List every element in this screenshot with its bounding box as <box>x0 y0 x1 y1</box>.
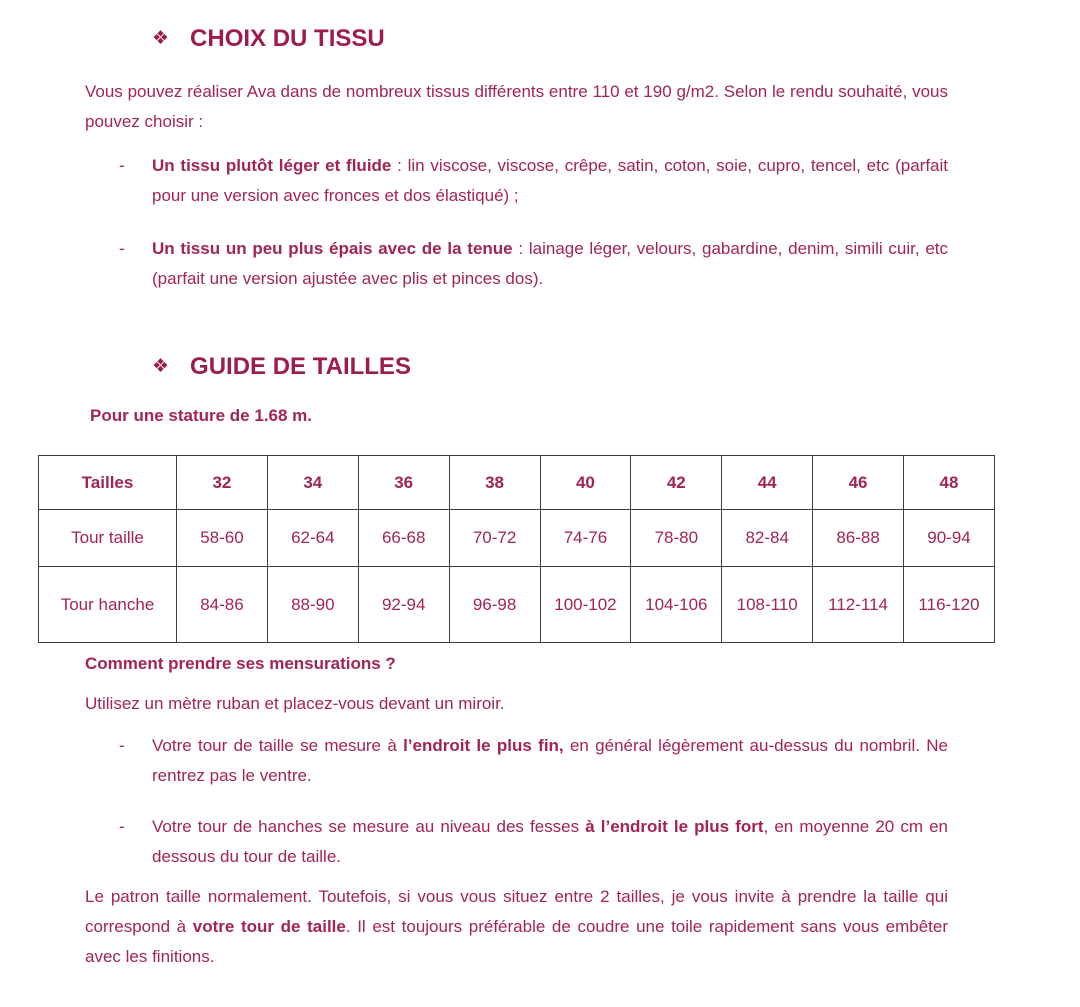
waist-cell: 86-88 <box>813 510 904 567</box>
measure-item-post: , en moyenne 20 cm en dessous du tour de taille. <box>152 817 948 866</box>
size-header-cell: 38 <box>449 456 540 510</box>
size-header-cell: 34 <box>267 456 358 510</box>
measure-list-item <box>119 812 948 872</box>
measure-item-post: en général légèrement au-dessus du nombril. Ne rentrez pas le ventre. <box>152 736 948 785</box>
hip-row <box>39 567 995 643</box>
dash-bullet: - <box>119 156 125 175</box>
size-header-cell: 40 <box>540 456 631 510</box>
section-title-text: GUIDE DE TAILLES <box>190 353 411 380</box>
section-title-choix-du-tissu <box>152 22 1080 55</box>
waist-cell: 78-80 <box>631 510 722 567</box>
fabric-item-text <box>152 234 948 294</box>
hip-row-label: Tour hanche <box>39 567 177 643</box>
measure-item-text <box>152 812 948 872</box>
measure-item-pre: Votre tour de taille se mesure à <box>152 736 404 755</box>
size-header-cell: 48 <box>904 456 995 510</box>
size-header-cell: Tailles <box>39 456 177 510</box>
hip-cell: 100-102 <box>540 567 631 643</box>
waist-row-label: Tour taille <box>39 510 177 567</box>
closing-pre: Le patron taille normalement. Toutefois, si vous vous situez entre 2 tailles, je vous invite à prendre la taille qui correspond à <box>85 887 948 936</box>
hip-cell: 116-120 <box>904 567 995 643</box>
waist-cell: 62-64 <box>267 510 358 567</box>
size-chart-table <box>38 455 995 643</box>
waist-cell: 90-94 <box>904 510 995 567</box>
closing-post: . Il est toujours préférable de coudre une toile rapidement sans vous embêter avec les finitions. <box>85 917 949 966</box>
measurements-subheading: Comment prendre ses mensurations ? <box>85 654 396 673</box>
dash-bullet: - <box>119 736 125 755</box>
hip-cell: 104-106 <box>631 567 722 643</box>
closing-bold: votre tour de taille <box>192 917 346 936</box>
fabric-item-bold: Un tissu un peu plus épais avec de la tenue <box>152 239 513 258</box>
fabric-list-item <box>119 234 948 294</box>
measure-item-bold: l’endroit le plus fin, <box>403 736 564 755</box>
hip-cell: 92-94 <box>358 567 449 643</box>
fabric-item-bold: Un tissu plutôt léger et fluide <box>152 156 392 175</box>
size-header-cell: 46 <box>813 456 904 510</box>
waist-cell: 66-68 <box>358 510 449 567</box>
measure-item-bold: à l’endroit le plus fort <box>585 817 764 836</box>
diamond-bullet-icon: ❖ <box>152 356 170 377</box>
measurements-intro: Utilisez un mètre ruban et placez-vous devant un miroir. <box>85 694 505 713</box>
diamond-bullet-icon: ❖ <box>152 28 170 49</box>
measure-list-item <box>119 731 948 791</box>
size-header-cell: 32 <box>177 456 268 510</box>
hip-cell: 108-110 <box>722 567 813 643</box>
section-title-text: CHOIX DU TISSU <box>190 25 385 52</box>
waist-cell: 70-72 <box>449 510 540 567</box>
dash-bullet: - <box>119 817 125 836</box>
size-header-cell: 44 <box>722 456 813 510</box>
fabric-list-item <box>119 151 948 211</box>
fabric-item-text <box>152 151 948 211</box>
size-header-cell: 36 <box>358 456 449 510</box>
hip-cell: 88-90 <box>267 567 358 643</box>
section-title-guide-de-tailles <box>152 350 1080 383</box>
waist-row <box>39 510 995 567</box>
fabric-item-rest: : lin viscose, viscose, crêpe, satin, coton, soie, cupro, tencel, etc (parfait pour une version avec fronces et dos élastiqué) ; <box>152 156 949 205</box>
waist-cell: 82-84 <box>722 510 813 567</box>
closing-paragraph <box>85 882 948 972</box>
size-header-cell: 42 <box>631 456 722 510</box>
hip-cell: 96-98 <box>449 567 540 643</box>
hip-cell: 84-86 <box>177 567 268 643</box>
dash-bullet: - <box>119 239 125 258</box>
waist-cell: 58-60 <box>177 510 268 567</box>
size-table-header-row <box>39 456 995 510</box>
measure-item-text <box>152 731 948 791</box>
measure-item-pre: Votre tour de hanches se mesure au niveau des fesses <box>152 817 586 836</box>
fabric-intro-paragraph: Vous pouvez réaliser Ava dans de nombreux tissus différents entre 110 et 190 g/m2. Selon le rendu souhaité, vous pouvez choisir : <box>85 82 948 131</box>
waist-cell: 74-76 <box>540 510 631 567</box>
hip-cell: 112-114 <box>813 567 904 643</box>
fabric-item-rest: : lainage léger, velours, gabardine, denim, simili cuir, etc (parfait une version ajustée avec plis et pinces dos). <box>152 239 948 288</box>
stature-note: Pour une stature de 1.68 m. <box>90 406 313 425</box>
